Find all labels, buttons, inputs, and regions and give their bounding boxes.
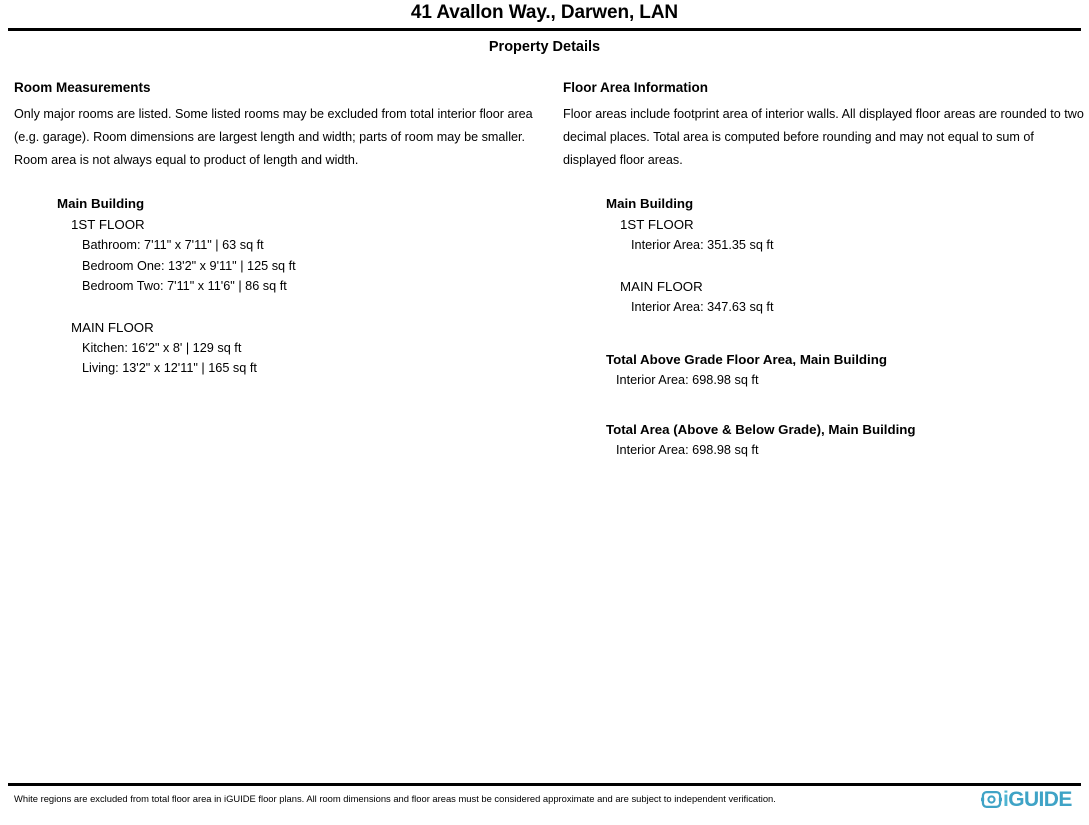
iguide-wordmark (1003, 789, 1072, 810)
room-measurements-description: Only major rooms are listed. Some listed rooms may be excluded from total interior floor area (e.g. garage). Room dimensions are largest length and width; parts of room may be smaller. Room area is not always equal to product of length and width. (14, 107, 533, 167)
floor-label: MAIN FLOOR (71, 319, 154, 335)
iguide-wordmark-i: i (1003, 787, 1009, 811)
room-entry: Kitchen: 16'2" x 8' | 129 sq ft (82, 340, 242, 355)
room-measurements-section (14, 80, 544, 379)
total-label: Total Area (Above & Below Grade), Main Building (606, 422, 916, 437)
building-label: Main Building (606, 196, 694, 211)
room-entry: Living: 13'2" x 12'11" | 165 sq ft (82, 361, 257, 375)
area-entry: Interior Area: 351.35 sq ft (631, 238, 774, 252)
page-subtitle: Property Details (488, 39, 601, 55)
floor-area-tree (563, 194, 1087, 461)
total-value: Interior Area: 698.98 sq ft (616, 443, 759, 457)
room-entry: Bedroom Two: 7'11" x 11'6" | 86 sq ft (82, 279, 287, 293)
footer-disclaimer: White regions are excluded from total floor area in iGUIDE floor plans. All room dimensions and floor areas must be considered approximate and are subject to independent verification. (14, 793, 776, 804)
room-measurements-tree (14, 194, 544, 379)
iguide-camera-icon (981, 789, 1002, 810)
total-value: Interior Area: 698.98 sq ft (616, 373, 759, 387)
total-above-grade-block (563, 350, 1087, 391)
header-divider (8, 28, 1081, 31)
room-entry: Bathroom: 7'11" x 7'11" | 63 sq ft (82, 238, 264, 252)
iguide-wordmark-rest: GUIDE (1008, 787, 1072, 811)
total-overall-block (563, 420, 1087, 461)
floor-label: 1ST FLOOR (620, 217, 694, 232)
page-title: 41 Avallon Way., Darwen, LAN (410, 2, 679, 23)
total-label: Total Above Grade Floor Area, Main Building (606, 352, 887, 367)
building-label: Main Building (57, 196, 145, 211)
room-entry: Bedroom One: 13'2" x 9'11" | 125 sq ft (82, 258, 296, 273)
floor-area-description: Floor areas include footprint area of interior walls. All displayed floor areas are rounded to two decimal places. Total area is computed before rounding and may not equal to sum of displayed floor areas. (563, 107, 1084, 167)
floor-label: MAIN FLOOR (620, 278, 703, 294)
area-entry: Interior Area: 347.63 sq ft (631, 299, 774, 314)
floor-group (563, 276, 1087, 318)
floor-group (14, 317, 544, 379)
floor-group (563, 214, 1087, 256)
footer-divider (8, 783, 1081, 786)
floor-area-heading: Floor Area Information (563, 80, 709, 95)
room-measurements-heading: Room Measurements (14, 80, 151, 95)
floor-group (14, 214, 544, 297)
floor-area-section (563, 80, 1087, 461)
floor-label: 1ST FLOOR (71, 217, 145, 232)
iguide-logo (981, 787, 1072, 811)
